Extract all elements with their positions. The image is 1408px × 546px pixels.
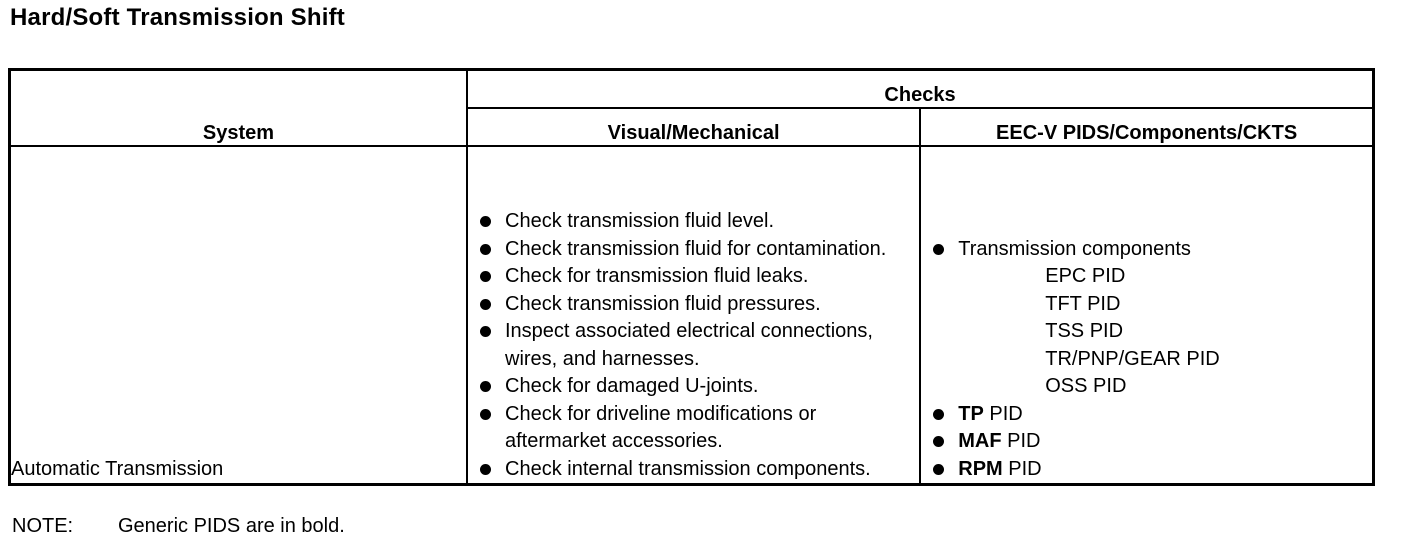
transmission-components-sublist xyxy=(958,263,1372,401)
eec-pids-cell xyxy=(920,146,1373,485)
list-item: Transmission components EPC PID TFT PID TSS PID TR/PNP/GEAR PID OSS PID xyxy=(921,236,1372,401)
list-item: TSS PID xyxy=(1045,320,1124,342)
page-title: Hard/Soft Transmission Shift xyxy=(10,4,345,31)
list-item: OSS PID xyxy=(1045,375,1127,397)
list-item: RPM PID xyxy=(921,456,1372,484)
eec-pids-list xyxy=(921,236,1372,484)
system-cell: Automatic Transmission xyxy=(10,146,468,485)
list-item: Inspect associated electrical connections, wires, and harnesses. xyxy=(468,318,919,373)
diagnostic-table xyxy=(8,68,1375,486)
list-item: TR/PNP/GEAR PID xyxy=(1045,347,1220,370)
bullet-icon xyxy=(480,244,491,255)
eec-pids-header: EEC-V PIDS/Components/CKTS xyxy=(920,108,1373,146)
bullet-icon xyxy=(480,326,491,337)
list-item: TFT PID xyxy=(1045,292,1121,315)
bullet-icon xyxy=(480,271,491,282)
footnote xyxy=(12,515,345,538)
list-item: Check transmission fluid for contamination. xyxy=(468,236,919,264)
list-item: Check internal transmission components. xyxy=(468,456,919,484)
list-item: MAF PID xyxy=(921,428,1372,456)
visual-mechanical-header: Visual/Mechanical xyxy=(467,108,920,146)
bullet-icon xyxy=(480,409,491,420)
note-text: Generic PIDS are in bold. xyxy=(118,515,345,537)
bullet-icon xyxy=(933,244,944,255)
note-label: NOTE: xyxy=(12,515,74,537)
visual-checks-list xyxy=(468,208,919,483)
bullet-icon xyxy=(933,436,944,447)
list-item: Check for damaged U-joints. xyxy=(468,373,919,401)
list-item: Check for driveline modifications or aftermarket accessories. xyxy=(468,401,919,456)
system-column-header: System xyxy=(10,70,468,147)
visual-checks-cell xyxy=(467,146,920,485)
bullet-icon xyxy=(480,464,491,475)
list-item: Check for transmission fluid leaks. xyxy=(468,263,919,291)
bullet-icon xyxy=(480,299,491,310)
bullet-icon xyxy=(933,464,944,475)
list-item: EPC PID xyxy=(1045,265,1126,287)
bullet-icon xyxy=(480,216,491,227)
checks-header: Checks xyxy=(467,70,1374,109)
list-item: TP PID xyxy=(921,401,1372,429)
bullet-icon xyxy=(480,381,491,392)
bullet-icon xyxy=(933,409,944,420)
list-item: Check transmission fluid pressures. xyxy=(468,291,919,319)
list-item: Check transmission fluid level. xyxy=(468,208,919,236)
